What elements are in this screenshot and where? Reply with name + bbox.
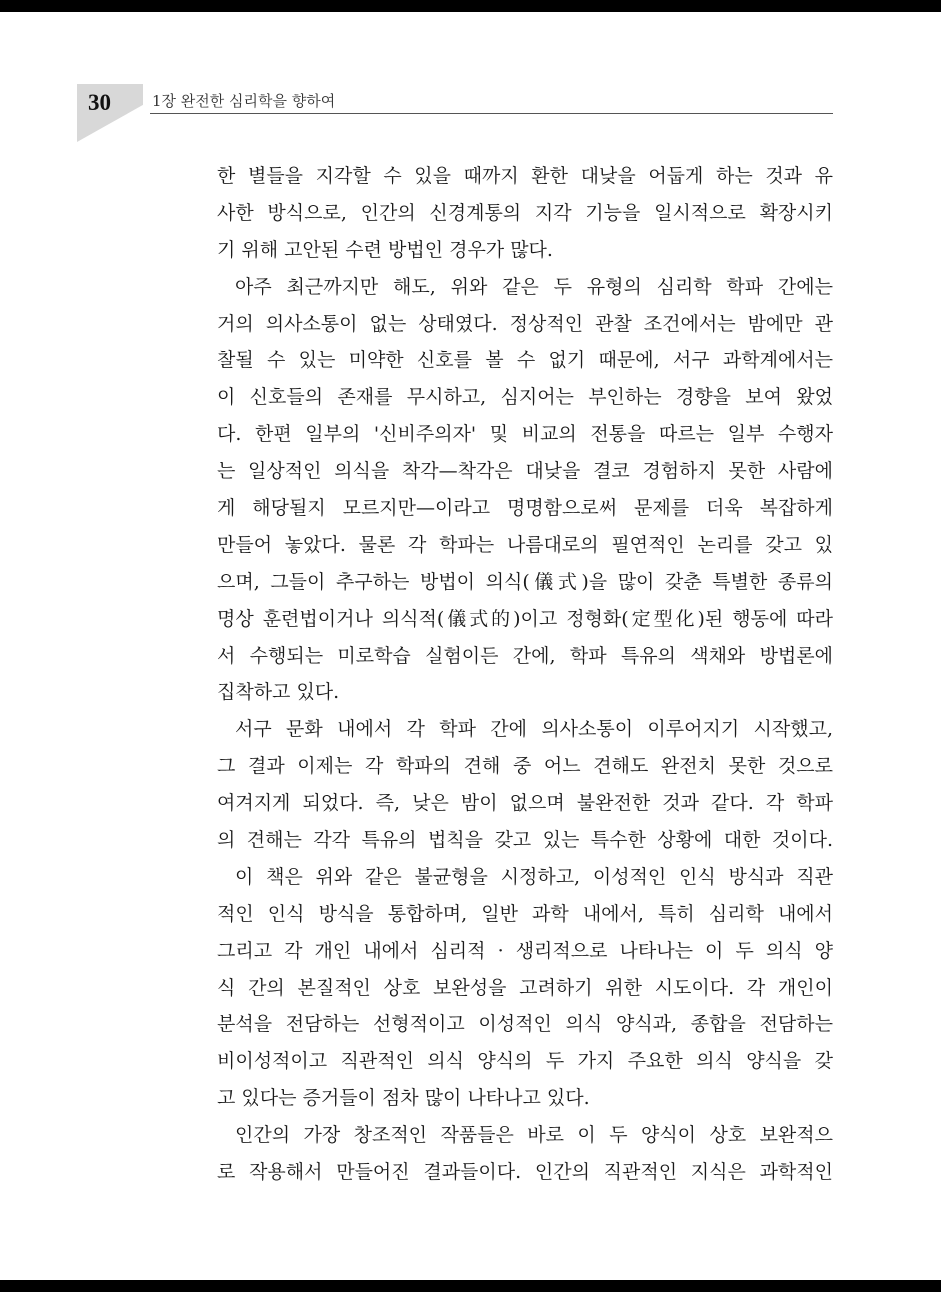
text-line: 그 결과 이제는 각 학파의 견해 중 어느 견해도 완전치 못한 것으로	[217, 755, 833, 778]
text-line: 사한 방식으로, 인간의 신경계통의 지각 기능을 일시적으로 확장시키	[217, 201, 833, 224]
body-text	[217, 158, 833, 1191]
text-line: 는 일상적인 의식을 착각—착각은 대낮을 결코 경험하지 못한 사람에	[217, 460, 833, 483]
text-line: 인간의 가장 창조적인 작품들은 바로 이 두 양식이 상호 보완적으	[235, 1124, 833, 1147]
text-line: 다. 한편 일부의 '신비주의자' 및 비교의 전통을 따르는 일부 수행자	[217, 423, 833, 446]
top-border-bar	[0, 0, 941, 12]
page-number: 30	[88, 90, 111, 115]
text-line: 명상 훈련법이거나 의식적(儀式的)이고 정형화(定型化)된 행동에 따라	[217, 607, 833, 630]
text-line: 로 작용해서 만들어진 결과들이다. 인간의 직관적인 지식은 과학적인	[217, 1161, 833, 1184]
text-line: 여겨지게 되었다. 즉, 낮은 밤이 없으며 불완전한 것과 같다. 각 학파	[217, 792, 833, 815]
bottom-border-bar	[0, 1280, 941, 1292]
text-line: 이 책은 위와 같은 불균형을 시정하고, 이성적인 인식 방식과 직관	[235, 865, 833, 888]
text-line: 찰될 수 있는 미약한 신호를 볼 수 없기 때문에, 서구 과학계에서는	[217, 349, 833, 372]
text-line: 적인 인식 방식을 통합하며, 일반 과학 내에서, 특히 심리학 내에서	[217, 902, 833, 925]
text-line: 한 별들을 지각할 수 있을 때까지 환한 대낮을 어둡게 하는 것과 유	[217, 165, 833, 187]
text-line: 으며, 그들이 추구하는 방법이 의식(儀式)을 많이 갖춘 특별한 종류의	[217, 570, 833, 593]
running-head-title: 1장 완전한 심리학을 향하여	[152, 92, 336, 110]
text-line: 그리고 각 개인 내에서 심리적 · 생리적으로 나타나는 이 두 의식 양	[217, 939, 833, 962]
text-line: 서구 문화 내에서 각 학파 간에 의사소통이 이루어지기 시작했고,	[235, 718, 833, 741]
text-line: 거의 의사소통이 없는 상태였다. 정상적인 관찰 조건에서는 밤에만 관	[217, 312, 833, 335]
text-line: 이 신호들의 존재를 무시하고, 심지어는 부인하는 경향을 보여 왔었	[217, 386, 833, 409]
header-rule	[150, 113, 833, 114]
text-line: 비이성적이고 직관적인 의식 양식의 두 가지 주요한 의식 양식을 갖	[217, 1050, 833, 1073]
text-line: 기 위해 고안된 수련 방법인 경우가 많다.	[217, 238, 553, 261]
text-line: 집착하고 있다.	[217, 681, 340, 704]
text-line: 고 있다는 증거들이 점차 많이 나타나고 있다.	[217, 1087, 590, 1110]
text-line: 아주 최근까지만 해도, 위와 같은 두 유형의 심리학 학파 간에는	[235, 275, 833, 298]
text-line: 식 간의 본질적인 상호 보완성을 고려하기 위한 시도이다. 각 개인이	[217, 976, 833, 999]
text-line: 의 견해는 각각 특유의 법칙을 갖고 있는 특수한 상황에 대한 것이다.	[217, 829, 833, 852]
text-line: 분석을 전담하는 선형적이고 이성적인 의식 양식과, 종합을 전담하는	[217, 1013, 833, 1036]
text-line: 서 수행되는 미로학습 실험이든 간에, 학파 특유의 색채와 방법론에	[217, 644, 833, 667]
text-line: 만들어 놓았다. 물론 각 학파는 나름대로의 필연적인 논리를 갖고 있	[217, 533, 833, 556]
text-line: 게 해당될지 모르지만—이라고 명명함으로써 문제를 더욱 복잡하게	[217, 497, 833, 520]
